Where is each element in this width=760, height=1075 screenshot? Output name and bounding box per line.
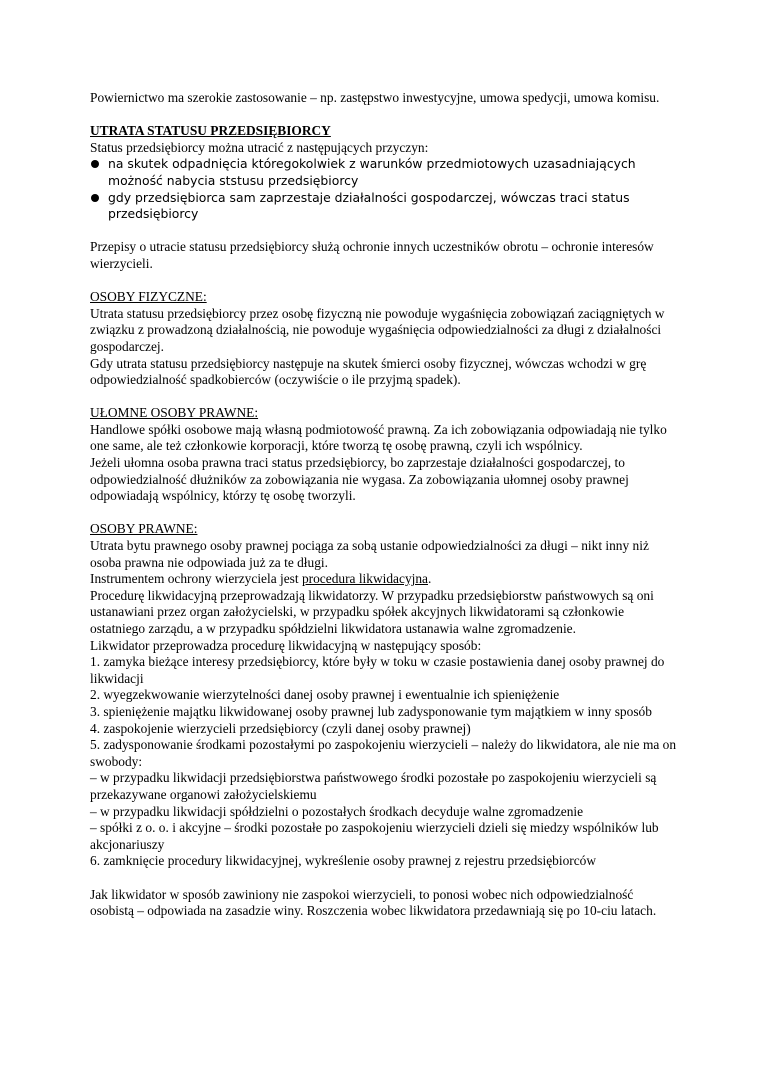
fizyczne-paragraph-1: Utrata statusu przedsiębiorcy przez osobę fizyczną nie powoduje wygaśnięcia zobowiązań zaciągniętych w związku z prowadzoną działalnością, nie powoduje wygaśnięcia odpowiedzialności za długi z działalności gospodarczej. [90, 305, 665, 354]
prawne-paragraph-1: Utrata bytu prawnego osoby prawnej pociąga za sobą ustanie odpowiedzialności za długi – nikt inny niż osoba prawna nie odpowiada już za te długi. [90, 538, 649, 570]
prawne-paragraph-2 [90, 571, 680, 588]
bullet-item [90, 190, 680, 223]
section-heading-fizyczne: OSOBY FIZYCZNE: [90, 289, 207, 305]
utrata-note: Przepisy o utracie statusu przedsiębiorcy służą ochronie innych uczestników obrotu – ochronie interesów wierzycieli. [90, 239, 654, 271]
section-heading-ulomne: UŁOMNE OSOBY PRAWNE: [90, 405, 259, 421]
procedure-substep: – w przypadku likwidacji przedsiębiorstwa państwowego środki pozostałe po zaspokojeniu wierzycieli są przekazywane organowi założycielskiemu [90, 770, 657, 802]
spacer [90, 389, 680, 406]
utrata-lead: Status przedsiębiorcy można utracić z następujących przyczyn: [90, 139, 429, 155]
spacer [90, 870, 680, 887]
bullet-dot-icon [91, 194, 99, 202]
bullet-text: na skutek odpadnięcia któregokolwiek z warunków przedmiotowych uzasadniających możność nabycia ststusu przedsiębiorcy [108, 156, 636, 188]
procedura-likwidacyjna-link[interactable]: procedura likwidacyjna [301, 571, 428, 587]
prawne-p2-suffix: . [428, 571, 432, 587]
spacer [90, 107, 680, 124]
prawne-paragraph-4: Likwidator przeprowadza procedurę likwidacyjną w następujący sposób: [90, 637, 482, 653]
spacer [90, 273, 680, 290]
prawne-p2-prefix: Instrumentem ochrony wierzyciela jest [90, 571, 302, 587]
procedure-step: 1. zamyka bieżące interesy przedsiębiorcy, które były w toku w czasie postawienia danej osoby prawnej do likwidacji [90, 654, 665, 686]
procedure-step: 4. zaspokojenie wierzycieli przedsiębiorcy (czyli danej osoby prawnej) [90, 720, 471, 736]
procedure-substep: – w przypadku likwidacji spółdzielni o pozostałych środkach decyduje walne zgromadzenie [90, 803, 584, 819]
prawne-paragraph-3: Procedurę likwidacyjną przeprowadzają likwidatorzy. W przypadku przedsiębiorstw państwowych są oni ustanawiani przez organ założycielski, w przypadku spółek akcyjnych likwidatorami są członkowie ostatniego zarządu, a w przypadku spółdzielni likwidatora ustanawia walne zgromadzenie. [90, 587, 654, 636]
closing-paragraph: Jak likwidator w sposób zawiniony nie zaspokoi wierzycieli, to ponosi wobec nich odpowiedzialność osobistą – odpowiada na zasadzie winy. Roszczenia wobec likwidatora przedawniają się po 10-ciu latach. [90, 886, 657, 919]
section-heading-utrata: UTRATA STATUSU PRZEDSIĘBIORCY [90, 123, 331, 139]
bullet-dot-icon [91, 160, 99, 168]
fizyczne-paragraph-2: Gdy utrata statusu przedsiębiorcy następuje na skutek śmierci osoby fizycznej, wówczas wchodzi w grę odpowiedzialność spadkobierców (oczywiście o ile przyjmą spadek). [90, 355, 647, 388]
bullet-text: gdy przedsiębiorca sam zaprzestaje działalności gospodarczej, wówczas traci status przedsiębiorcy [108, 189, 630, 222]
ulomne-paragraph-1: Handlowe spółki osobowe mają własną podmiotowość prawną. Za ich zobowiązania odpowiadają nie tylko one same, ale też członkowie korporacji, które tworzą tę osobę prawną, czyli ich wspólnicy. [90, 421, 667, 454]
procedure-step: 2. wyegzekwowanie wierzytelności danej osoby prawnej i ewentualnie ich spieniężenie [90, 687, 560, 703]
procedure-step: 6. zamknięcie procedury likwidacyjnej, wykreślenie osoby prawnej z rejestru przedsiębiorców [90, 853, 597, 869]
section-heading-prawne: OSOBY PRAWNE: [90, 521, 198, 537]
procedure-step: 5. zadysponowanie środkami pozostałymi po zaspokojeniu wierzycieli – należy do likwidatora, ale nie ma on swobody: [90, 737, 677, 769]
intro-paragraph: Powiernictwo ma szerokie zastosowanie – np. zastępstwo inwestycyjne, umowa spedycji, umowa komisu. [90, 90, 660, 105]
document-page [90, 90, 680, 920]
bullet-item [90, 156, 680, 189]
spacer [90, 505, 680, 522]
ulomne-paragraph-2: Jeżeli ułomna osoba prawna traci status przedsiębiorcy, bo zaprzestaje działalności gospodarczej, to odpowiedzialność dłużników za zobowiązania nie wygasa. Za zobowiązania ułomnej osoby prawnej odpowiadają wspólnicy, którzy tę osobę tworzyli. [90, 455, 629, 504]
spacer [90, 223, 680, 240]
procedure-substep: – spółki z o. o. i akcyjne – środki pozostałe po zaspokojeniu wierzycieli dzieli się miedzy wspólników lub akcjonariuszy [90, 820, 659, 852]
procedure-step: 3. spieniężenie majątku likwidowanej osoby prawnej lub zadysponowanie tym majątkiem w inny sposób [90, 703, 652, 719]
